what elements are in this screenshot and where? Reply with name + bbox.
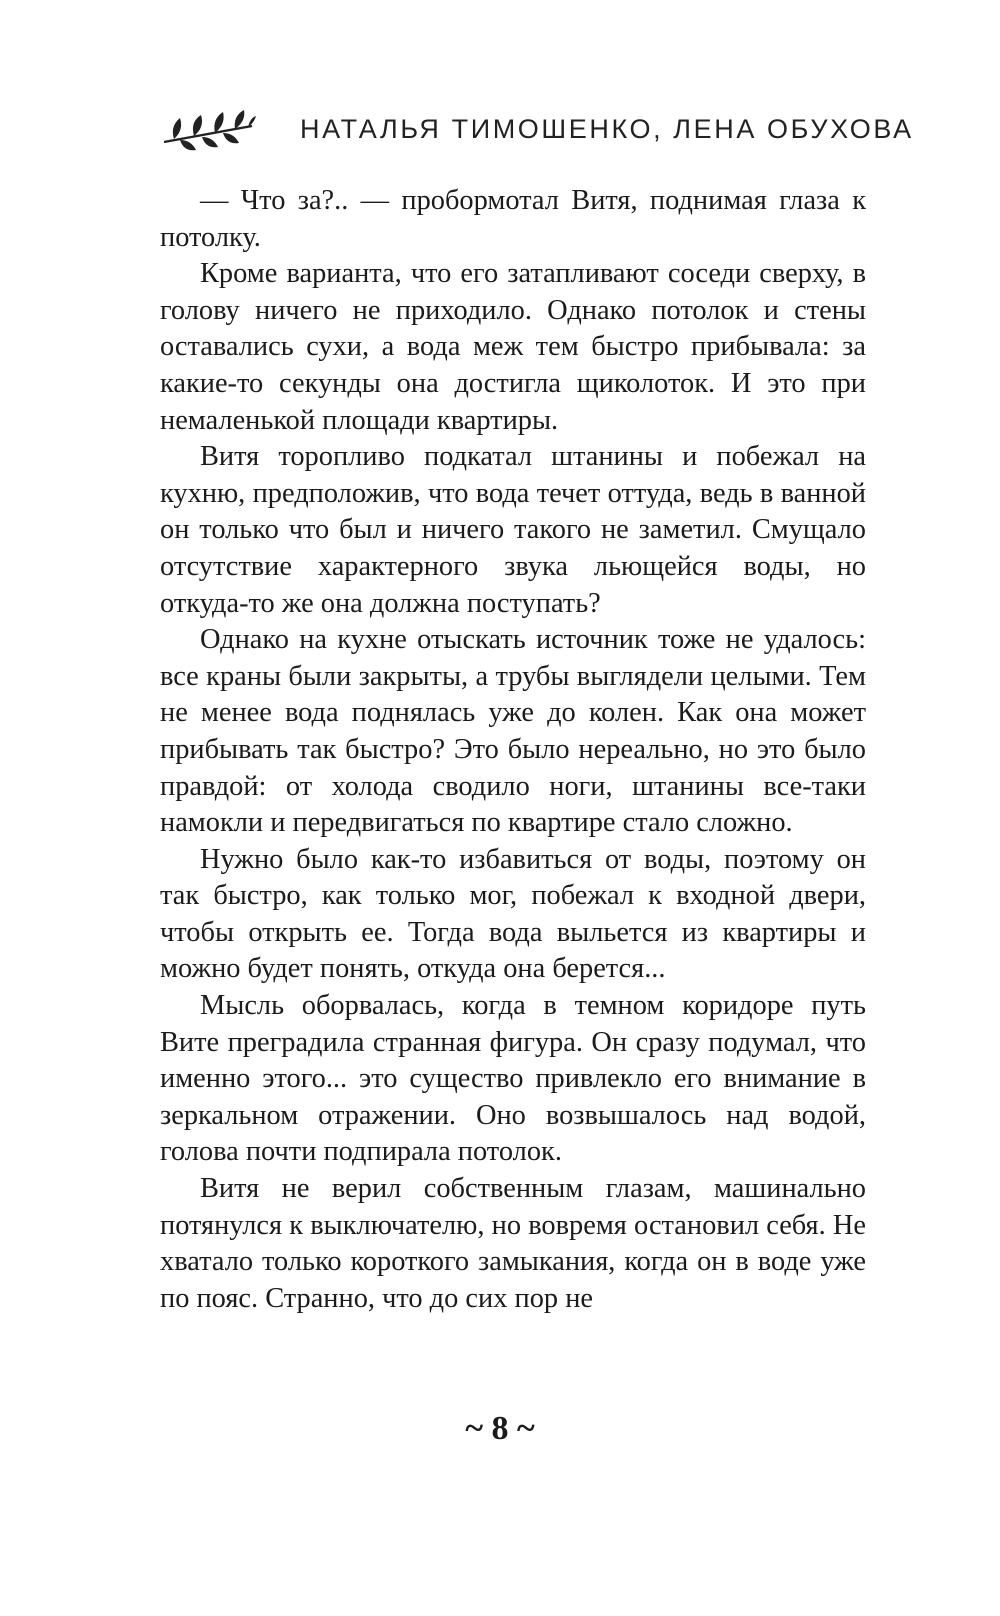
page-body (160, 183, 866, 1317)
book-authors: НАТАЛЬЯ ТИМОШЕНКО, ЛЕНА ОБУХОВА (300, 114, 914, 144)
paragraph: Однако на кухне отыскать источник тоже не удалось: все краны были закрыты, а трубы выглядели целыми. Тем не менее вода поднялась уже до колен. Как она может прибывать так быстро? Это было нереально, но это было правдой: от холода сводило ноги, штанины все-таки намокли и передвигаться по квартире стало сложно. (160, 624, 866, 839)
paragraph: Мысль оборвалась, когда в темном коридоре путь Вите преградила странная фигура. Он сразу подумал, что именно этого... это существо привлекло его внимание в зеркальном отражении. Оно возвышалось над водой, голова почти подпирала потолок. (160, 990, 866, 1168)
paragraph: Кроме варианта, что его затапливают соседи сверху, в голову ничего не приходило. Однако потолок и стены оставались сухи, а вода меж тем быстро прибывала: за какие-то секунды она достигла щиколоток. И это при немаленькой площади квартиры. (160, 258, 866, 436)
running-header (160, 102, 914, 162)
page-number: ~ 8 ~ (465, 1410, 535, 1447)
paragraph: Нужно было как-то избавиться от воды, поэтому он так быстро, как только мог, побежал к входной двери, чтобы открыть ее. Тогда вода выльется из квартиры и можно будет понять, откуда она берется... (160, 843, 866, 985)
leaf-branch-icon (160, 106, 256, 156)
paragraph: Витя торопливо подкатал штанины и побежал на кухню, предположив, что вода течет оттуда, ведь в ванной он только что был и ничего такого не заметил. Смущало отсутствие характерного звука льющейся воды, но откуда-то же она должна поступать? (160, 441, 866, 619)
paragraph: Витя не верил собственным глазам, машинально потянулся к выключателю, но вовремя остановил себя. Не хватало только короткого замыкания, когда он в воде уже по пояс. Странно, что до сих пор не (160, 1173, 866, 1314)
paragraph: — Что за?.. — пробормотал Витя, поднимая глаза к потолку. (160, 185, 866, 253)
